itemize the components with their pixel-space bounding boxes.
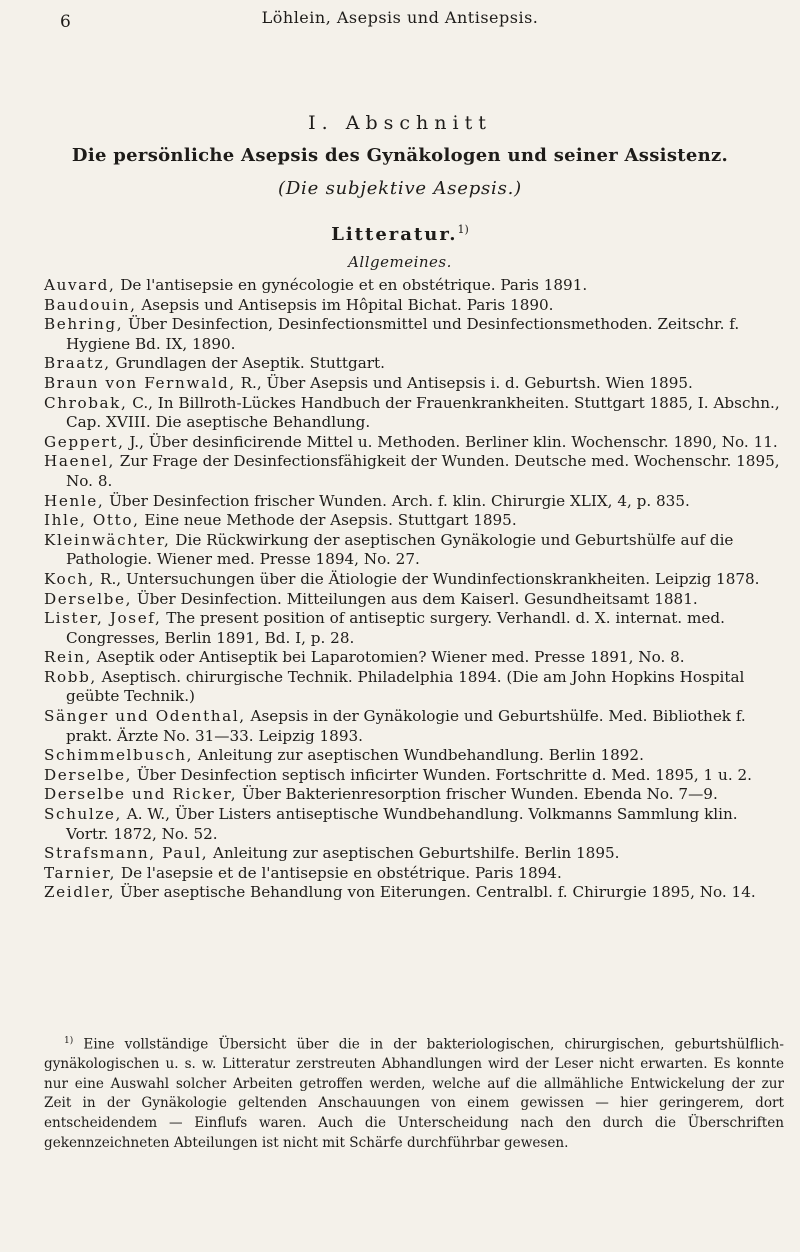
reference-entry bbox=[44, 354, 784, 374]
reference-text: J., Über desinficirende Mittel u. Methoden. Berliner klin. Wochenschr. 1890, No. 11. bbox=[124, 432, 778, 451]
reference-author: Auvard, bbox=[44, 276, 116, 294]
reference-text: Über Desinfection, Desinfectionsmittel und Desinfectionsmethoden. Zeitschr. f. Hygiene Bd. IX, 1890. bbox=[66, 315, 740, 353]
reference-list bbox=[44, 276, 784, 903]
reference-author: Sänger und Odenthal, bbox=[44, 707, 246, 726]
reference-entry bbox=[44, 452, 784, 491]
footnote bbox=[44, 1032, 784, 1153]
reference-text: Anleitung zur aseptischen Geburtshilfe. Berlin 1895. bbox=[208, 844, 620, 863]
reference-author: Braun von Fernwald, bbox=[44, 373, 236, 392]
reference-text: R., Über Asepsis und Antisepsis i. d. Geburtsh. Wien 1895. bbox=[235, 373, 693, 392]
reference-author: Behring, bbox=[44, 315, 124, 334]
reference-author: Schimmelbusch, bbox=[44, 746, 194, 765]
chapter-title: Die persönliche Asepsis des Gynäkologen und seiner Assistenz. bbox=[71, 145, 729, 166]
reference-text: Aseptisch. chirurgische Technik. Philadelphia 1894. (Die am John Hopkins Hospital geübte Technik.) bbox=[66, 667, 745, 706]
reference-entry bbox=[44, 276, 784, 296]
reference-entry bbox=[44, 766, 784, 786]
reference-author: Robb, bbox=[44, 667, 97, 686]
literature-heading bbox=[0, 223, 800, 245]
reference-text: R., Untersuchungen über die Ätiologie der Wundinfectionskrankheiten. Leipzig 1878. bbox=[95, 569, 760, 588]
reference-entry bbox=[44, 707, 784, 746]
reference-entry bbox=[44, 844, 784, 864]
reference-author: Baudouin, bbox=[44, 295, 137, 314]
reference-entry bbox=[44, 746, 784, 766]
reference-entry bbox=[44, 785, 784, 805]
footnote-text: Eine vollständige Übersicht über die in der bakteriologischen, chirurgischen, geburtshülflich-gynäkologischen u. s. w. Litteratur zerstreuten Abhandlungen wird der Leser nicht erwarten. Es konnte nur eine Auswahl solcher Arbeiten getroffen werden, welche auf die allmähliche Entwickelung der zur Zeit in der Gynäkologie geltenden Anschauungen von einem gewissen — hier geringerem, dort entscheidendem — Einflufs waren. Auch die Unterscheidung nach den durch die Überschriften gekennzeichneten Abteilungen ist nicht mit Schärfe durchführbar gewesen. bbox=[44, 1036, 784, 1151]
reference-author: Ihle, Otto, bbox=[44, 511, 140, 530]
reference-author: Schulze, bbox=[44, 805, 122, 824]
footnote-reference: 1) bbox=[457, 223, 469, 236]
reference-entry bbox=[44, 492, 784, 512]
section-title: I. Abschnitt bbox=[308, 112, 492, 134]
reference-author: Henle, bbox=[44, 491, 105, 510]
reference-entry bbox=[44, 570, 784, 590]
reference-text: De l'asepsie et de l'antisepsie en obstétrique. Paris 1894. bbox=[116, 863, 562, 882]
reference-entry bbox=[44, 609, 784, 648]
reference-author: Tarnier, bbox=[44, 863, 117, 882]
reference-text: Aseptik oder Antiseptik bei Laparotomien? Wiener med. Presse 1891, No. 8. bbox=[91, 648, 685, 667]
reference-text: The present position of antiseptic surgery. Verhandl. d. X. internat. med. Congresses, Berlin 1891, Bd. I, p. 28. bbox=[66, 609, 725, 647]
reference-entry bbox=[44, 864, 784, 884]
running-head: Löhlein, Asepsis und Antisepsis. bbox=[261, 8, 539, 27]
reference-text: Über Desinfection frischer Wunden. Arch. f. klin. Chirurgie XLIX, 4, p. 835. bbox=[104, 491, 690, 510]
reference-text: C., In Billroth-Lückes Handbuch der Frauenkrankheiten. Stuttgart 1885, I. Abschn., Cap. XVIII. Die aseptische Behandlung. bbox=[66, 393, 780, 432]
reference-entry bbox=[44, 805, 784, 844]
literature-subheading: Allgemeines. bbox=[348, 253, 452, 271]
reference-text: Über Desinfection septisch inficirter Wunden. Fortschritte d. Med. 1895, 1 u. 2. bbox=[132, 765, 752, 784]
reference-entry bbox=[44, 394, 784, 433]
reference-author: Geppert, bbox=[44, 432, 125, 451]
reference-text: Eine neue Methode der Asepsis. Stuttgart 1895. bbox=[139, 511, 517, 530]
reference-author: Chrobak, bbox=[44, 393, 128, 412]
reference-author: Zeidler, bbox=[44, 883, 116, 902]
literature-heading-text: Litteratur. bbox=[331, 224, 458, 245]
reference-text: De l'antisepsie en gynécologie et en obstétrique. Paris 1891. bbox=[115, 276, 588, 294]
reference-author: Kleinwächter, bbox=[44, 530, 171, 549]
reference-author: Strafsmann, Paul, bbox=[44, 844, 209, 863]
reference-text: Asepsis in der Gynäkologie und Geburtshülfe. Med. Bibliothek f. prakt. Ärzte No. 31—33. Leipzig 1893. bbox=[66, 707, 746, 745]
reference-entry bbox=[44, 883, 784, 903]
reference-text: Asepsis und Antisepsis im Hôpital Bichat. Paris 1890. bbox=[136, 295, 554, 314]
reference-author: Derselbe, bbox=[44, 765, 133, 784]
reference-text: Über aseptische Behandlung von Eiterungen. Centralbl. f. Chirurgie 1895, No. 14. bbox=[115, 883, 756, 902]
reference-entry bbox=[44, 648, 784, 668]
reference-entry bbox=[44, 433, 784, 453]
reference-entry bbox=[44, 668, 784, 707]
reference-text: Über Desinfection. Mitteilungen aus dem Kaiserl. Gesundheitsamt 1881. bbox=[132, 589, 698, 608]
footnote-marker: 1) bbox=[64, 1036, 74, 1046]
reference-entry bbox=[44, 590, 784, 610]
reference-text: Die Rückwirkung der aseptischen Gynäkologie und Geburtshülfe auf die Pathologie. Wiener med. Presse 1894, No. 27. bbox=[66, 530, 734, 569]
reference-author: Derselbe und Ricker, bbox=[44, 785, 238, 804]
reference-author: Derselbe, bbox=[44, 589, 133, 608]
chapter-subtitle: (Die subjektive Asepsis.) bbox=[278, 178, 522, 199]
reference-author: Rein, bbox=[44, 648, 92, 667]
page-number: 6 bbox=[60, 12, 71, 32]
reference-entry bbox=[44, 511, 784, 531]
reference-text: Über Bakterienresorption frischer Wunden. Ebenda No. 7—9. bbox=[237, 785, 718, 804]
reference-text: Anleitung zur aseptischen Wundbehandlung. Berlin 1892. bbox=[193, 746, 644, 765]
reference-author: Haenel, bbox=[44, 452, 115, 471]
reference-text: A. W., Über Listers antiseptische Wundbehandlung. Volkmanns Sammlung klin. Vortr. 1872, No. 52. bbox=[66, 805, 738, 843]
reference-entry bbox=[44, 531, 784, 570]
reference-text: Zur Frage der Desinfectionsfähigkeit der Wunden. Deutsche med. Wochenschr. 1895, No. 8. bbox=[66, 452, 780, 490]
reference-entry bbox=[44, 296, 784, 316]
reference-entry bbox=[44, 315, 784, 354]
reference-text: Grundlagen der Aseptik. Stuttgart. bbox=[110, 354, 385, 373]
reference-entry bbox=[44, 374, 784, 394]
reference-author: Lister, Josef, bbox=[44, 609, 162, 628]
reference-author: Braatz, bbox=[44, 354, 111, 373]
reference-author: Koch, bbox=[44, 569, 96, 588]
